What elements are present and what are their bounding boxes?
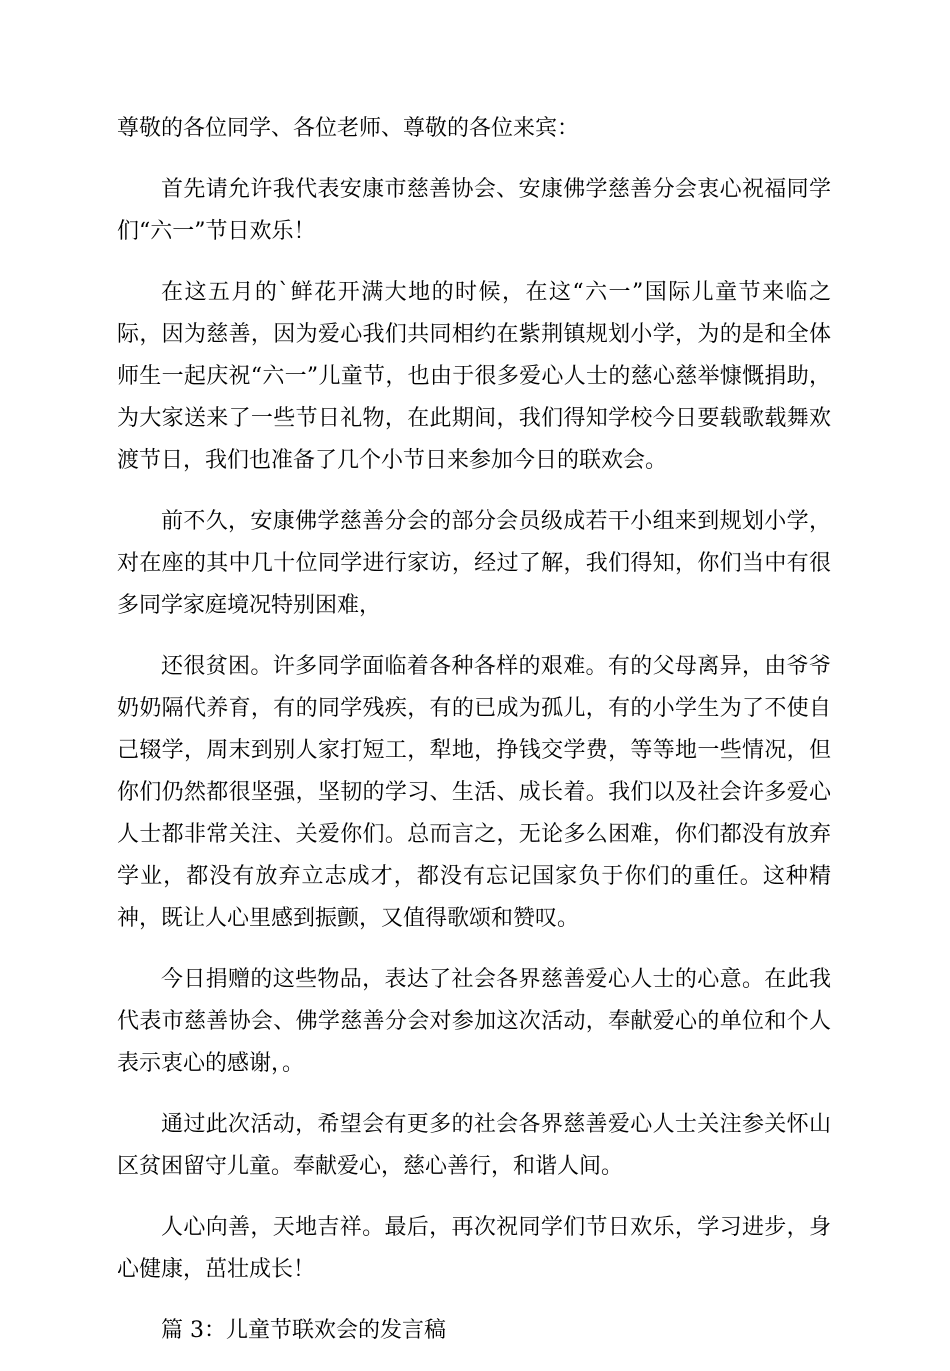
document-body xyxy=(117,108,831,1371)
paragraph-hope: 通过此次活动，希望会有更多的社会各界慈善爱心人士关注参关怀山区贫困留守儿童。奉献爱心，慈心善行，和谐人间。 xyxy=(117,1112,831,1179)
section-heading: 篇 3：儿童节联欢会的发言稿 xyxy=(161,1318,446,1343)
paragraph-hardships: 还很贫困。许多同学面临着各种各样的艰难。有的父母离异，由爷爷奶奶隔代养育，有的同学残疾，有的已成为孤儿，有的小学生为了不使自己辍学，周末到别人家打短工，犁地，挣钱交学费，等等地一些情况，但你们仍然都很坚强，坚韧的学习、生活、成长着。我们以及社会许多爱心人士都非常关注、关爱你们。总而言之，无论多么困难，你们都没有放弃学业，都没有放弃立志成才，都没有忘记国家负于你们的重任。这种精神，既让人心里感到振颤，又值得歌颂和赞叹。 xyxy=(117,654,831,931)
salutation: 尊敬的各位同学、各位老师、尊敬的各位来宾： xyxy=(117,116,580,141)
paragraph-closing: 人心向善，天地吉祥。最后，再次祝同学们节日欢乐，学习进步，身心健康，茁壮成长！ xyxy=(117,1215,831,1282)
paragraph-home-visits: 前不久，安康佛学慈善分会的部分会员级成若干小组来到规划小学，对在座的其中几十位同学进行家访，经过了解，我们得知，你们当中有很多同学家庭境况特别困难， xyxy=(117,509,831,618)
paragraph-greeting: 首先请允许我代表安康市慈善协会、安康佛学慈善分会衷心祝福同学们“六一”节日欢乐！ xyxy=(117,177,831,244)
paragraph-occasion: 在这五月的`鲜花开满大地的时候，在这“六一”国际儿童节来临之际，因为慈善，因为爱心我们共同相约在紫荆镇规划小学，为的是和全体师生一起庆祝“六一”儿童节，也由于很多爱心人士的慈心慈举慷慨捐助，为大家送来了一些节日礼物，在此期间，我们得知学校今日要载歌载舞欢渡节日，我们也准备了几个小节日来参加今日的联欢会。 xyxy=(117,280,831,473)
paragraph-donations: 今日捐赠的这些物品，表达了社会各界慈善爱心人士的心意。在此我代表市慈善协会、佛学慈善分会对参加这次活动，奉献爱心的单位和个人表示衷心的感谢，。 xyxy=(117,967,831,1076)
